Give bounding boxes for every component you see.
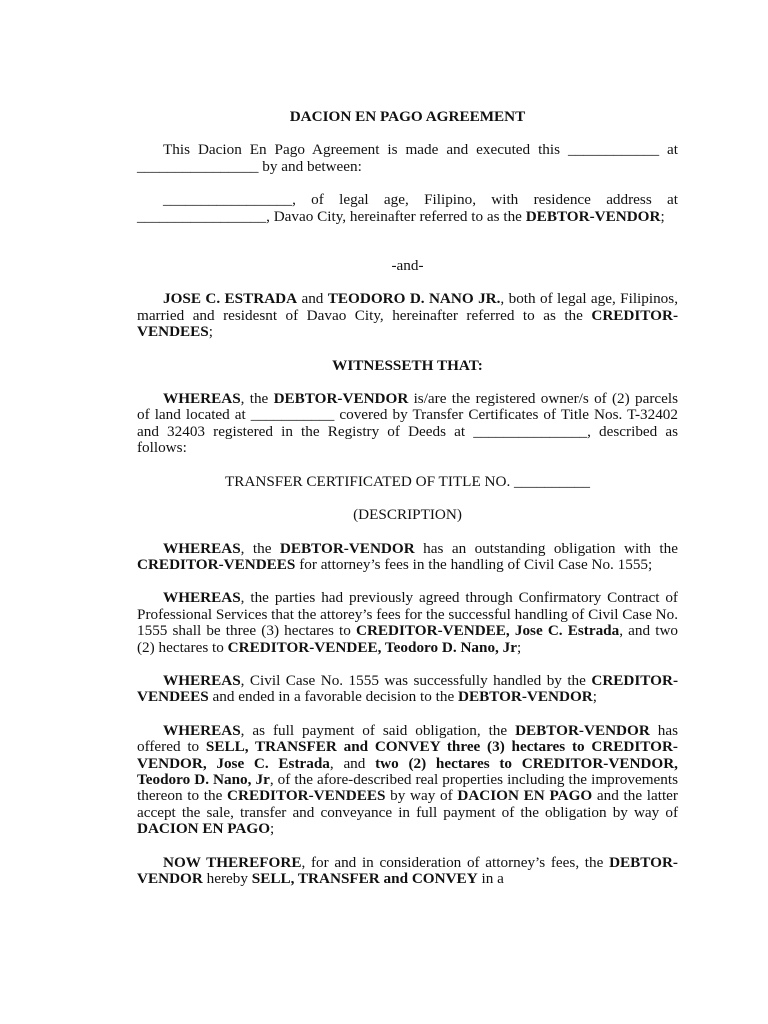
debtor-vendor-term: DEBTOR-VENDOR (137, 853, 678, 887)
creditor-vendee-estrada: CREDITOR-VENDEE, Jose C. Estrada (355, 622, 620, 640)
whereas-paragraph-4 (137, 673, 678, 706)
debtor-text-3: ; (660, 207, 665, 225)
creditors-text-2: , both of legal age, Filipinos, married and residesnt of Davao City, hereinafter referred to as the (137, 290, 678, 324)
now-therefore-text-1: , for and in consideration of attorney’s fees, the (301, 853, 610, 871)
intro-text-1: This Dacion En Pago Agreement is made and executed this (163, 141, 568, 159)
now-therefore-text-2: hereby (202, 870, 252, 887)
location-blank: ___________ (250, 406, 335, 424)
description-placeholder: (DESCRIPTION) (353, 506, 462, 524)
and-separator: -and- (391, 257, 424, 275)
whereas1-text-2: is/are the registered owner/s of (2) parcels of land located at (137, 390, 678, 424)
creditor-vendees-term: CREDITOR-VENDEES (137, 306, 678, 341)
whereas-term: WHEREAS (163, 671, 241, 689)
whereas-paragraph-2 (137, 541, 678, 574)
intro-text-3: by and between: (258, 157, 362, 175)
whereas4-text-1: , Civil Case No. 1555 was successfully handled by the (240, 671, 592, 689)
registry-blank: _______________ (473, 422, 588, 440)
now-therefore-paragraph (137, 855, 678, 888)
creditor-vendees-term: CREDITOR-VENDEES (137, 671, 678, 706)
debtor-vendor-term: DEBTOR-VENDOR (279, 539, 415, 557)
creditors-paragraph (137, 291, 678, 340)
whereas5-text-2: has offered to (137, 721, 678, 756)
whereas3-text-3: ; (516, 638, 522, 656)
now-therefore-text-3: in a (477, 870, 504, 887)
whereas5-text-7: ; (270, 820, 275, 838)
creditors-text-1: and (297, 290, 328, 308)
debtor-vendor-term: DEBTOR-VENDOR (525, 207, 661, 225)
whereas-term: WHEREAS (163, 390, 241, 408)
whereas-paragraph-3 (137, 590, 678, 656)
whereas5-text-5: by way of (385, 787, 458, 805)
creditors-text-3: ; (208, 323, 213, 341)
whereas2-text-2: has an outstanding obligation with the (414, 539, 678, 557)
debtor-text-1: , of legal age, Filipino, with residence address at (292, 191, 678, 209)
whereas5-text-6: and the latter accept the sale, transfer and conveyance in full payment of the obligation by way of (137, 787, 678, 821)
intro-paragraph (137, 142, 678, 175)
witnesseth-heading: WITNESSETH THAT: (332, 356, 483, 374)
whereas-term: WHEREAS (163, 539, 241, 557)
whereas4-text-2: and ended in a favorable decision to the (208, 688, 458, 706)
sell-transfer-estrada: SELL, TRANSFER and CONVEY three (3) hectares to CREDITOR-VENDOR, Jose C. Estrada (137, 738, 678, 772)
debtor-vendor-term: DEBTOR-VENDOR (515, 721, 650, 739)
whereas1-text-4: , described as follows: (137, 422, 679, 457)
debtor-text-2: , Davao City, hereinafter referred to as the (266, 207, 526, 225)
dacion-en-pago-term: DACION EN PAGO (457, 787, 593, 805)
whereas5-text-1: , as full payment of said obligation, the (240, 721, 516, 739)
creditor-name-1: JOSE C. ESTRADA (163, 290, 298, 308)
document-body (137, 109, 678, 887)
dacion-en-pago-term-2: DACION EN PAGO (137, 820, 271, 838)
whereas5-text-4: , of the afore-described real properties including the improvements thereon to the (137, 770, 678, 805)
two-hectares-nano: two (2) hectares to CREDITOR-VENDOR, Teodoro D. Nano, Jr (137, 754, 678, 788)
whereas2-text-3: for attorney’s fees in the handling of Civil Case No. 1555; (295, 555, 653, 573)
whereas4-text-3: ; (592, 688, 597, 706)
creditor-name-2: TEODORO D. NANO JR. (327, 290, 501, 308)
creditor-vendee-nano: CREDITOR-VENDEE, Teodoro D. Nano, Jr (227, 638, 517, 656)
whereas-term: WHEREAS (163, 589, 241, 607)
whereas5-text-3: , and (329, 754, 376, 772)
debtor-name-blank: _________________ (163, 191, 293, 209)
debtor-paragraph (137, 192, 678, 225)
date-blank: ____________ (567, 141, 660, 159)
whereas1-text-3: covered by Transfer Certificates of Title Nos. T-32402 and 32403 registered in the Registry of Deeds at (137, 406, 678, 440)
debtor-vendor-term: DEBTOR-VENDOR (458, 688, 593, 706)
whereas-paragraph-1 (137, 391, 678, 457)
whereas-term: WHEREAS (163, 721, 241, 739)
creditor-vendees-term: CREDITOR-VENDEES (137, 555, 296, 573)
now-therefore-term: NOW THEREFORE (163, 853, 302, 871)
whereas3-text-2: , and two (2) hectares to (137, 622, 679, 656)
sell-transfer-convey-term: SELL, TRANSFER and CONVEY (251, 870, 478, 887)
intro-text-2: at (659, 141, 678, 159)
debtor-address-blank: _________________ (137, 207, 267, 225)
tct-line: TRANSFER CERTIFICATED OF TITLE NO. __________ (224, 472, 590, 490)
creditor-vendees-term: CREDITOR-VENDEES (227, 787, 386, 805)
whereas-paragraph-5 (137, 723, 678, 838)
debtor-vendor-term: DEBTOR-VENDOR (273, 390, 409, 408)
place-blank: ________________ (137, 157, 259, 175)
whereas2-text-1: , the (240, 539, 280, 557)
document-title: DACION EN PAGO AGREEMENT (289, 108, 526, 125)
whereas3-text-1: , the parties had previously agreed through Confirmatory Contract of Professional Services that the attorey’s fees for the successful handling of Civil Case No. 1555 shall be three (3) hectares to (137, 589, 678, 640)
whereas1-text-1: , the (240, 390, 274, 408)
